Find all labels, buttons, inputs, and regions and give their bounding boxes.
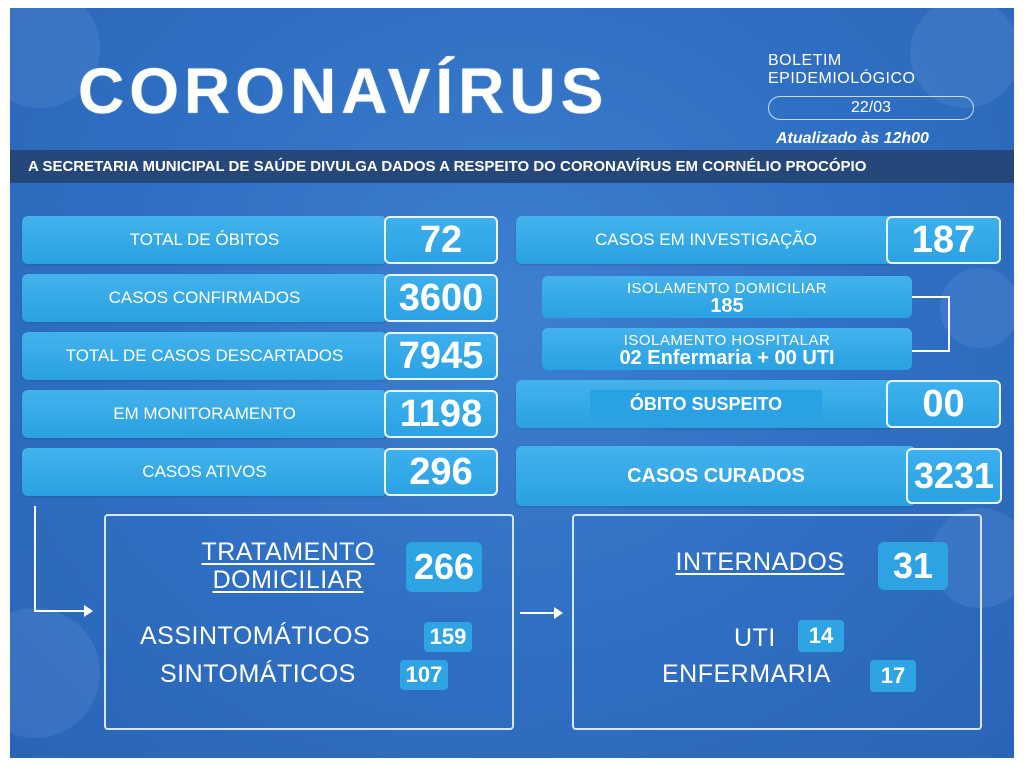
tratamento-label	[176, 538, 400, 594]
assintomaticos-value: 159	[424, 622, 472, 652]
stat-value-curados: 3231	[906, 448, 1002, 504]
stat-label-descartados: TOTAL DE CASOS DESCARTADOS	[22, 332, 387, 380]
arrow-middle-icon	[554, 607, 563, 619]
arrow-horizontal-line	[34, 610, 86, 612]
sintomaticos-label: SINTOMÁTICOS	[160, 660, 356, 688]
bulletin-date: 22/03	[768, 96, 974, 120]
enfermaria-label: ENFERMARIA	[662, 660, 831, 688]
isolamento-hospitalar-value: 02 Enfermaria + 00 UTI	[619, 347, 835, 369]
enfermaria-value: 17	[870, 660, 916, 692]
isolamento-bracket	[912, 296, 950, 352]
internados-value: 31	[878, 542, 948, 590]
boletim-line2: EPIDEMIOLÓGICO	[768, 70, 916, 87]
stat-value-confirmados: 3600	[384, 274, 498, 322]
stat-value-monitoramento: 1198	[384, 390, 498, 438]
assintomaticos-label: ASSINTOMÁTICOS	[140, 622, 371, 650]
tratamento-line1: TRATAMENTO	[201, 538, 375, 566]
boletim-line1: BOLETIM	[768, 52, 842, 69]
isolamento-domiciliar-box	[542, 276, 912, 318]
stat-label-curados: CASOS CURADOS	[516, 446, 916, 506]
stat-value-obitos: 72	[384, 216, 498, 264]
uti-value: 14	[798, 620, 844, 652]
isolamento-domiciliar-value: 185	[710, 295, 744, 317]
stat-label-confirmados: CASOS CONFIRMADOS	[22, 274, 387, 322]
isolamento-hospitalar-box	[542, 328, 912, 370]
stat-value-ativos: 296	[384, 448, 498, 496]
bulletin-canvas	[10, 8, 1014, 758]
isolamento-hospitalar-label: ISOLAMENTO HOSPITALAR	[623, 332, 831, 349]
arrow-right-icon	[84, 605, 93, 617]
stat-label-obitos: TOTAL DE ÓBITOS	[22, 216, 387, 264]
page-title: CORONAVÍRUS	[78, 55, 609, 127]
stat-value-obito-suspeito: 00	[886, 380, 1001, 428]
boletim-label	[768, 52, 915, 88]
internados-label: INTERNADOS	[675, 548, 845, 576]
virus-decoration-icon	[910, 8, 1014, 108]
updated-time: Atualizado às 12h00	[776, 130, 929, 147]
obito-suspeito-text: ÓBITO SUSPEITO	[590, 390, 822, 419]
info-banner: A SECRETARIA MUNICIPAL DE SAÚDE DIVULGA DADOS A RESPEITO DO CORONAVÍRUS EM CORNÉLIO PROCÓPIO	[10, 150, 1014, 183]
stat-label-monitoramento: EM MONITORAMENTO	[22, 390, 387, 438]
virus-decoration-icon	[10, 608, 100, 738]
arrow-vertical-line	[34, 506, 36, 612]
tratamento-value: 266	[406, 542, 482, 592]
tratamento-line2: DOMICILIAR	[212, 566, 364, 594]
virus-decoration-icon	[940, 268, 1014, 348]
arrow-middle-line	[520, 612, 556, 614]
stat-value-descartados: 7945	[384, 332, 498, 380]
stat-value-investigacao: 187	[886, 216, 1001, 264]
isolamento-domiciliar-label: ISOLAMENTO DOMICILIAR	[626, 280, 828, 297]
stat-label-obito-suspeito	[516, 380, 896, 428]
stat-label-ativos: CASOS ATIVOS	[22, 448, 387, 496]
stat-label-investigacao: CASOS EM INVESTIGAÇÃO	[516, 216, 896, 264]
sintomaticos-value: 107	[400, 660, 448, 690]
uti-label: UTI	[734, 624, 776, 652]
